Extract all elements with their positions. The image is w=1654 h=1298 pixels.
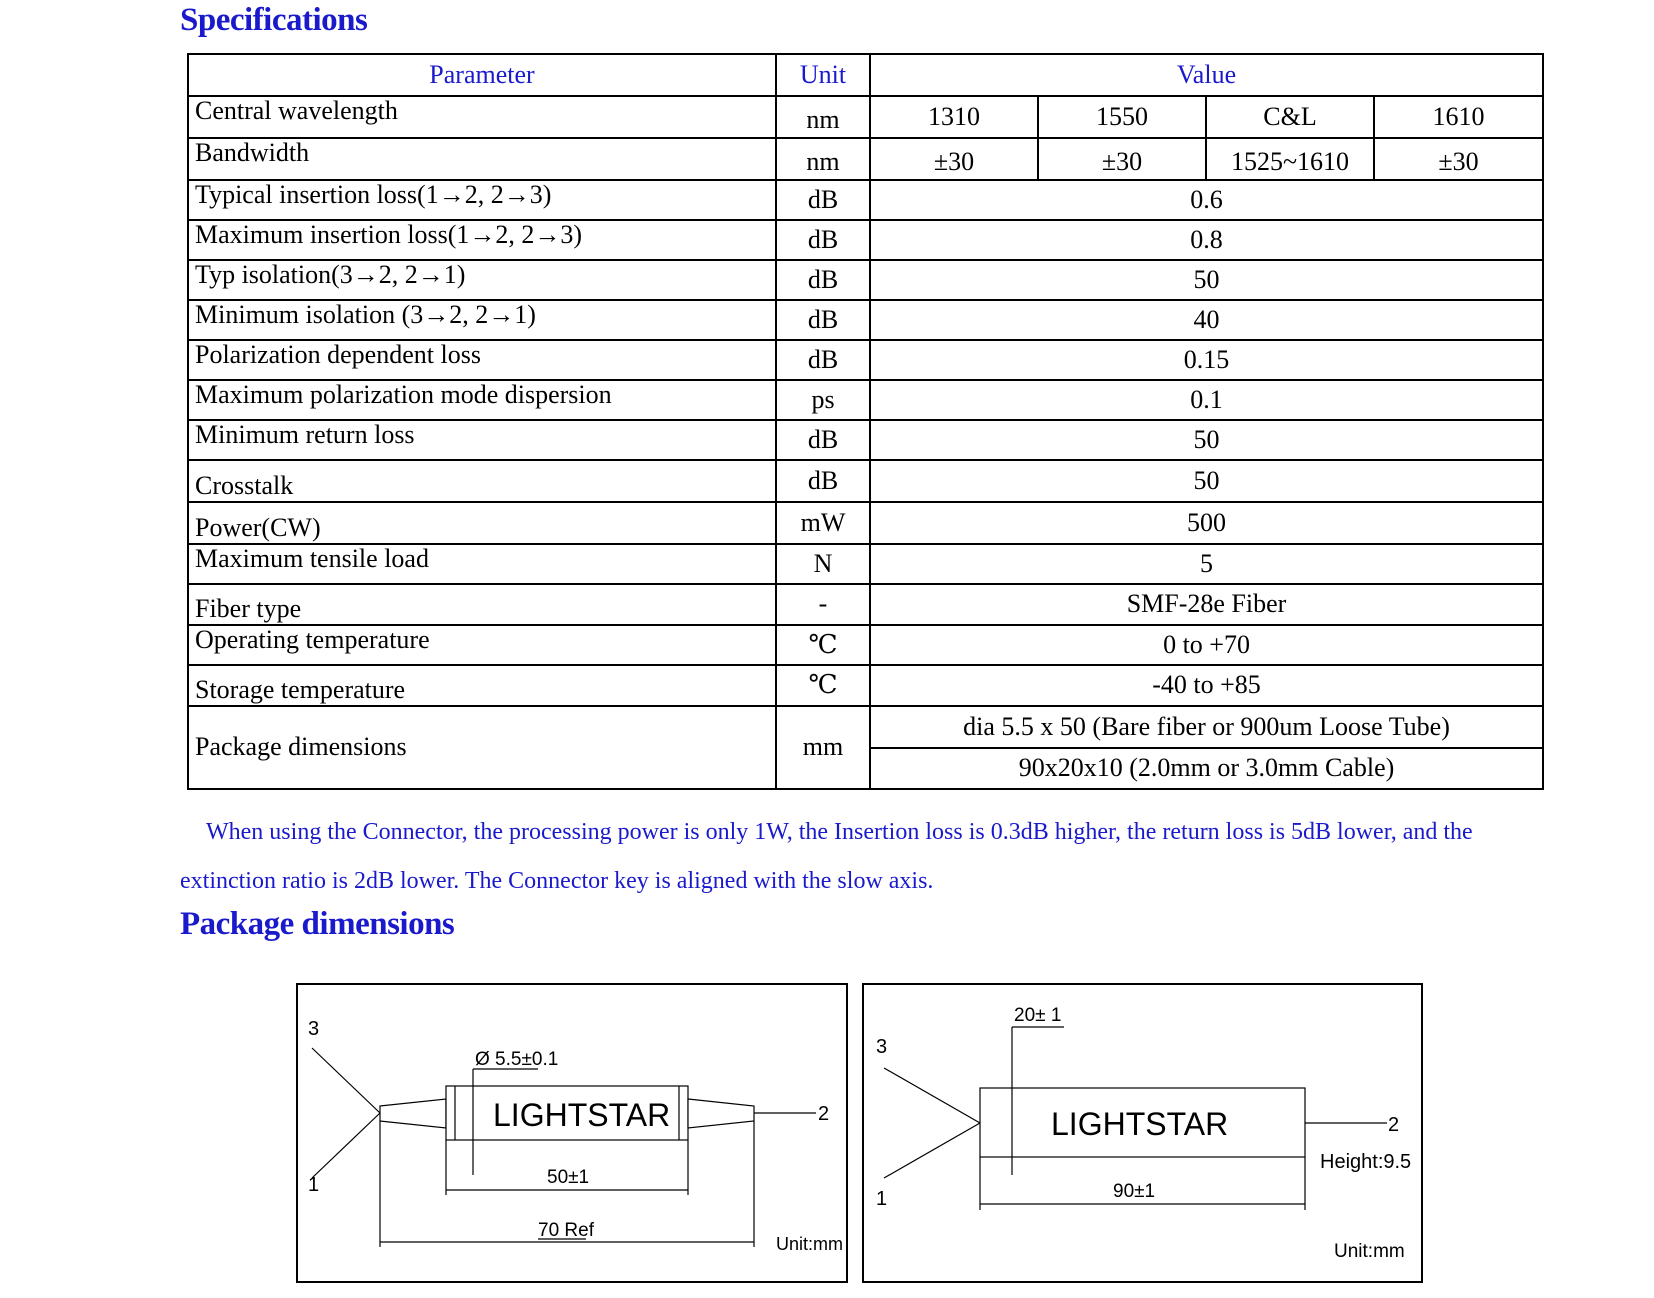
package-dimensions-title: Package dimensions <box>180 906 455 942</box>
table-row <box>188 300 1543 340</box>
table-row <box>188 584 1543 625</box>
unit-cell: dB <box>776 340 870 380</box>
port-3-label: 3 <box>876 1036 888 1058</box>
param-cell: Maximum insertion loss(1→2, 2→3) <box>188 220 776 260</box>
height-label: Height:9.5 <box>1320 1151 1412 1173</box>
value-cell: ±30 <box>1374 138 1543 180</box>
diameter-label: Ø 5.5±0.1 <box>475 1049 559 1070</box>
value-cell: 5 <box>870 544 1543 584</box>
value-cell: ±30 <box>1038 138 1206 180</box>
unit-cell: dB <box>776 220 870 260</box>
unit-cell: ps <box>776 380 870 420</box>
param-cell: Fiber type <box>188 584 776 625</box>
header-parameter: Parameter <box>188 54 776 96</box>
value-cell: 500 <box>870 502 1543 544</box>
value-cell: 1310 <box>870 96 1038 138</box>
value-cell: 50 <box>870 460 1543 502</box>
param-cell: Maximum tensile load <box>188 544 776 584</box>
table-row <box>188 138 1543 180</box>
param-cell: Minimum isolation (3→2, 2→1) <box>188 300 776 340</box>
unit-cell: ℃ <box>776 625 870 665</box>
connector-note: When using the Connector, the processing power is only 1W, the Insertion loss is 0.3dB higher, the return loss is 5dB lower, and the extinction ratio is 2dB lower. The Connector key is aligned with the slow axis. <box>180 819 1473 894</box>
value-cell: 1550 <box>1038 96 1206 138</box>
value-cell: 40 <box>870 300 1543 340</box>
unit-cell: dB <box>776 260 870 300</box>
value-cell: 0 to +70 <box>870 625 1543 665</box>
value-cell: 0.1 <box>870 380 1543 420</box>
length-label: 90±1 <box>1113 1181 1156 1202</box>
value-cell: 90x20x10 (2.0mm or 3.0mm Cable) <box>870 748 1543 789</box>
unit-label: Unit:mm <box>776 1234 843 1254</box>
brand-label: LIGHTSTAR <box>493 1097 671 1133</box>
param-cell: Minimum return loss <box>188 420 776 460</box>
value-cell: 0.8 <box>870 220 1543 260</box>
param-cell: Polarization dependent loss <box>188 340 776 380</box>
table-row <box>188 460 1543 502</box>
param-cell: Typical insertion loss(1→2, 2→3) <box>188 180 776 220</box>
table-row <box>188 665 1543 706</box>
unit-cell: nm <box>776 138 870 180</box>
value-cell: 0.6 <box>870 180 1543 220</box>
unit-cell: dB <box>776 180 870 220</box>
param-cell: Bandwidth <box>188 138 776 180</box>
value-cell: 50 <box>870 420 1543 460</box>
value-cell: 1525~1610 <box>1206 138 1374 180</box>
param-cell: Typ isolation(3→2, 2→1) <box>188 260 776 300</box>
port-2-label: 2 <box>818 1103 830 1125</box>
port-1-label: 1 <box>876 1188 888 1210</box>
table-row <box>188 260 1543 300</box>
total-length-label: 70 Ref <box>538 1220 594 1241</box>
table-row <box>188 340 1543 380</box>
table-row-package <box>188 706 1543 748</box>
table-row <box>188 96 1543 138</box>
unit-cell: N <box>776 544 870 584</box>
unit-cell: - <box>776 584 870 625</box>
unit-label: Unit:mm <box>1334 1241 1405 1262</box>
value-cell: 50 <box>870 260 1543 300</box>
table-row <box>188 180 1543 220</box>
left-package-diagram <box>296 983 848 1283</box>
param-cell: Central wavelength <box>188 96 776 138</box>
header-value: Value <box>870 54 1543 96</box>
value-cell: 0.15 <box>870 340 1543 380</box>
port-1-label: 1 <box>308 1174 320 1196</box>
table-row <box>188 502 1543 544</box>
unit-cell: ℃ <box>776 665 870 706</box>
brand-label: LIGHTSTAR <box>1051 1106 1229 1142</box>
table-row <box>188 380 1543 420</box>
value-cell: C&L <box>1206 96 1374 138</box>
specifications-table <box>187 53 1544 790</box>
table-row <box>188 420 1543 460</box>
unit-cell: dB <box>776 300 870 340</box>
table-row <box>188 220 1543 260</box>
width-label: 20± 1 <box>1014 1005 1062 1026</box>
value-cell: SMF-28e Fiber <box>870 584 1543 625</box>
value-cell: ±30 <box>870 138 1038 180</box>
table-header-row <box>188 54 1543 96</box>
unit-cell: mW <box>776 502 870 544</box>
param-cell: Power(CW) <box>188 502 776 544</box>
param-cell: Storage temperature <box>188 665 776 706</box>
unit-cell: dB <box>776 420 870 460</box>
unit-cell: dB <box>776 460 870 502</box>
header-unit: Unit <box>776 54 870 96</box>
left-diagram-drawing <box>298 985 846 1281</box>
value-cell: dia 5.5 x 50 (Bare fiber or 900um Loose Tube) <box>870 706 1543 748</box>
specifications-title: Specifications <box>180 2 368 38</box>
param-cell: Crosstalk <box>188 460 776 502</box>
param-cell: Package dimensions <box>188 706 776 789</box>
body-length-label: 50±1 <box>547 1167 590 1188</box>
value-cell: -40 to +85 <box>870 665 1543 706</box>
right-package-diagram <box>862 983 1423 1283</box>
table-row <box>188 625 1543 665</box>
table-row <box>188 544 1543 584</box>
right-diagram-drawing <box>864 985 1421 1281</box>
port-2-label: 2 <box>1388 1114 1400 1136</box>
param-cell: Maximum polarization mode dispersion <box>188 380 776 420</box>
unit-cell: mm <box>776 706 870 789</box>
unit-cell: nm <box>776 96 870 138</box>
port-3-label: 3 <box>308 1018 320 1040</box>
param-cell: Operating temperature <box>188 625 776 665</box>
value-cell: 1610 <box>1374 96 1543 138</box>
